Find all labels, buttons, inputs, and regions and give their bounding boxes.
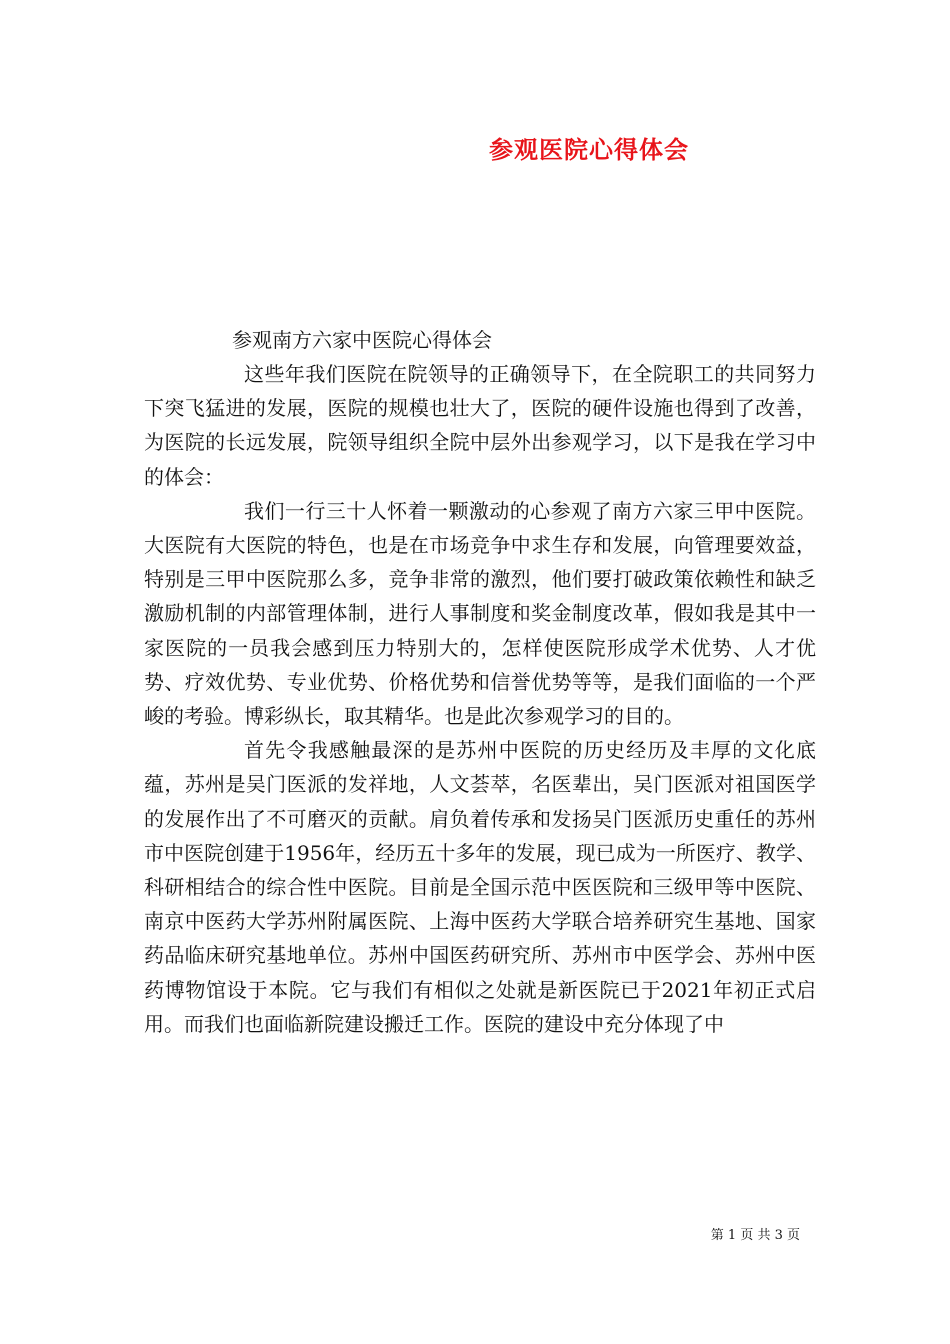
document-subtitle: 参观南方六家中医院心得体会 [232,328,492,352]
paragraph: 这些年我们医院在院领导的正确领导下，在全院职工的共同努力下突飞猛进的发展，医院的规模也壮大了，医院的硬件设施也得到了改善，为医院的长远发展，院领导组织全院中层外出参观学习，以下是我在学习中的体会： [144,362,816,489]
document-body [144,357,816,1041]
paragraph: 我们一行三十人怀着一颗激动的心参观了南方六家三甲中医院。大医院有大医院的特色，也是在市场竞争中求生存和发展，向管理要效益，特别是三甲中医院那么多，竞争非常的激烈，他们要打破政策依赖性和缺乏激励机制的内部管理体制，进行人事制度和奖金制度改革，假如我是其中一家医院的一员我会感到压力特别大的，怎样使医院形成学术优势、人才优势、疗效优势、专业优势、价格优势和信誉优势等等，是我们面临的一个严峻的考验。博彩纵长，取其精华。也是此次参观学习的目的。 [144,498,816,729]
document-title: 参观医院心得体会 [489,135,689,164]
page-number: 第 1 页 共 3 页 [710,1228,800,1243]
paragraph: 首先令我感触最深的是苏州中医院的历史经历及丰厚的文化底蕴，苏州是吴门医派的发祥地，人文荟萃，名医辈出，吴门医派对祖国医学的发展作出了不可磨灭的贡献。肩负着传承和发扬吴门医派历史重任的苏州市中医院创建于1956年，经历五十多年的发展，现已成为一所医疗、教学、科研相结合的综合性中医院。目前是全国示范中医医院和三级甲等中医院、南京中医药大学苏州附属医院、上海中医药大学联合培养研究生基地、国家药品临床研究基地单位。苏州中国医药研究所、苏州市中医学会、苏州中医药博物馆设于本院。它与我们有相似之处就是新医院已于2021年初正式启用。而我们也面临新院建设搬迁工作。医院的建设中充分体现了中 [144,738,816,1036]
